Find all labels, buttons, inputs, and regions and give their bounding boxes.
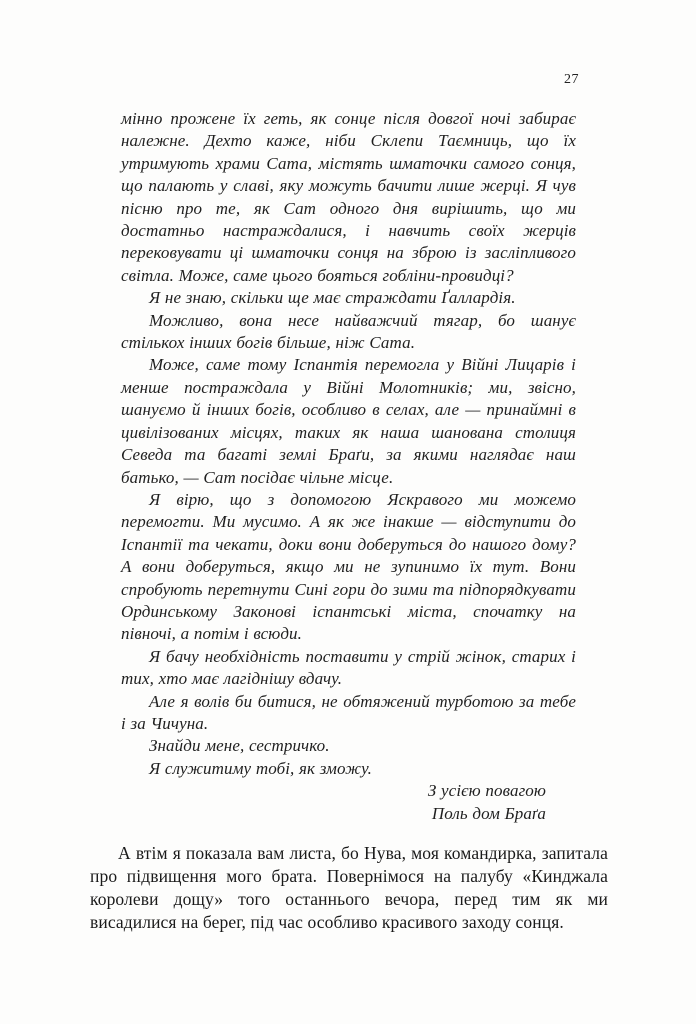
letter-signature: Поль дом Браґа <box>431 803 546 823</box>
letter-paragraph: Я служитиму тобі, як зможу. <box>149 758 373 778</box>
letter-paragraph: Може, саме тому Іспантія перемогла у Війні Лицарів і менше постраждала у Війні Молотників; ми, звісно, шануємо й інших богів, особливо в селах, але — принаймні в цивілізованих місцях, таких як наша шанована столиця Севеда та багаті землі Браґи, за якими наглядає наш батько, — Сат посідає чільне місце. <box>121 355 576 487</box>
letter-paragraph: Я бачу необхідність поставити у стрій жінок, старих і тих, хто має лагіднішу вдачу. <box>121 646 576 689</box>
letter-signoff: З усією повагою <box>427 781 546 801</box>
narration-paragraph: А втім я показала вам листа, бо Нува, моя командирка, запитала про підвищення мого брата. Повернімося на палубу «Кинджала королеви дощу» того останнього вечора, перед тим як ми висадилися на берег, під час особливо красивого заходу сонця. <box>90 843 608 932</box>
page-number: 27 <box>564 72 579 87</box>
narration-block <box>0 842 696 934</box>
letter-paragraph: мінно прожене їх геть, як сонце після довгої ночі забирає належне. Дехто каже, ніби Склепи Таємниць, що їх утримують храми Сата, містять шматочки самого сонця, що палають у славі, яку можуть бачити лише жерці. Я чув пісню про те, як Сат одного дня вирішить, що ми достатньо настраждалися, і навчить своїх жерців перековувати ці шматочки сонця на зброю із засліпливого світла. Може, саме цього бояться гобліни-провидці? <box>121 109 576 285</box>
letter-paragraph: Але я волів би битися, не обтяжений турботою за тебе і за Чичуна. <box>121 691 576 733</box>
letter-paragraph: Я не знаю, скільки ще має страждати Ґаллардія. <box>149 288 516 308</box>
letter-paragraph: Я вірю, що з допомогою Яскравого ми можемо перемогти. Ми мусимо. А як же інакше — відступити до Іспантії та чекати, доки вони доберуться до нашого дому? А вони доберуться, якщо ми не зупинимо їх тут. Вони спробують перетнути Сині гори до зими та підпорядкувати Ординському Законові іспантські міста, спочатку на півночі, а потім і всюди. <box>121 489 576 644</box>
letter-paragraph: Знайди мене, сестричко. <box>149 736 330 756</box>
letter-paragraph: Можливо, вона несе найважчий тягар, бо шанує стількох інших богів більше, ніж Сата. <box>121 310 576 353</box>
